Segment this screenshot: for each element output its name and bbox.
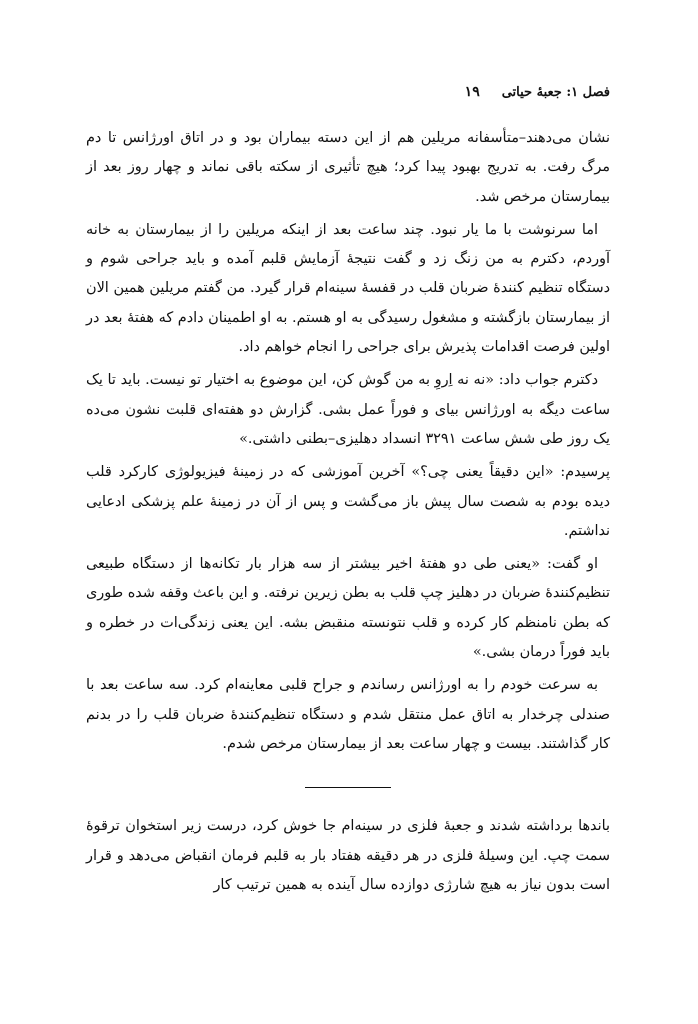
paragraph: اما سرنوشت با ما یار نبود. چند ساعت بعد از اینکه مریلین را از بیمارستان به خانه آوردم، دکترم به من زنگ زد و گفت نتیجهٔ آزمایش قلبم آمده و باید جراحی شوم و دستگاه تنظیم کنندهٔ ضربان قلب در قفسهٔ سینه‌ام قرار گیرد. من گفتم مریلین همین الان از بیمارستان بازگشته و مشغول رسیدگی به او هستم. به او اطمینان دادم که هفتهٔ بعد در اولین فرصت اقدامات پذیرش برای جراحی را انجام خواهم داد.: [86, 221, 610, 356]
book-page: [86, 84, 610, 900]
paragraph: او گفت: «یعنی طی دو هفتهٔ اخیر بیشتر از سه هزار بار تکانه‌ها از دستگاه طبیعی تنظیم‌کنندهٔ ضربان در دهلیز چپ قلب به بطن زیرین نرفته. و این باعث وقفه شده طوری که بطن نامنظم کار کرده و قلب نتونسته منقبض بشه. این یعنی زندگی‌ات در خطره و باید فوراً درمان بشی.»: [86, 556, 610, 661]
chapter-title: فصل ۱: جعبهٔ حیاتی: [501, 85, 610, 100]
paragraph: پرسیدم: «این دقیقاً یعنی چی؟» آخرین آموزشی که در زمینهٔ فیزیولوژی کارکرد قلب دیده بودم به شصت سال پیش باز می‌گشت و پس از آن در زمینهٔ علم پزشکی ادعایی نداشتم.: [86, 464, 610, 539]
paragraph: به سرعت خودم را به اورژانس رساندم و جراح قلبی معاینه‌ام کرد. سه ساعت بعد با صندلی چرخدار به اتاق عمل منتقل شدم و دستگاه تنظیم‌کنندهٔ ضربان قلب را در بدنم کار گذاشتند. بیست و چهار ساعت بعد از بیمارستان مرخص شدم.: [86, 677, 610, 752]
footnote-divider: [305, 787, 391, 788]
running-header: [86, 84, 610, 102]
page-number: ۱۹: [464, 84, 480, 100]
paragraph: نشان می‌دهند–متأسفانه مریلین هم از این دسته بیماران بود و در اتاق اورژانس تا دم مرگ رفت. به تدریج بهبود پیدا کرد؛ هیچ تأثیری از سکته باقی نماند و چهار روز بعد از بیمارستان مرخص شد.: [86, 130, 610, 205]
paragraph: دکترم جواب داد: «نه نه اِروِ به من گوش کن، این موضوع به اختیار تو نیست. باید تا یک ساعت دیگه به اورژانس بیای و فوراً عمل بشی. گزارش دو هفته‌ای قلبت نشون می‌ده یک روز طی شش ساعت ۳۲۹۱ انسداد دهلیزی–بطنی داشتی.»: [86, 372, 610, 447]
footnote-text: باندها برداشته شدند و جعبهٔ فلزی در سینه‌ام جا خوش کرد، درست زیر استخوان ترقوهٔ سمت چپ. این وسیلهٔ فلزی در هر دقیقه هفتاد بار به قلبم فرمان انقباض می‌دهد و قرار است بدون نیاز به هیچ شارژی دوازده سال آینده به همین ترتیب کار: [86, 818, 610, 893]
footnote: [86, 812, 610, 900]
body-text: [86, 124, 610, 759]
